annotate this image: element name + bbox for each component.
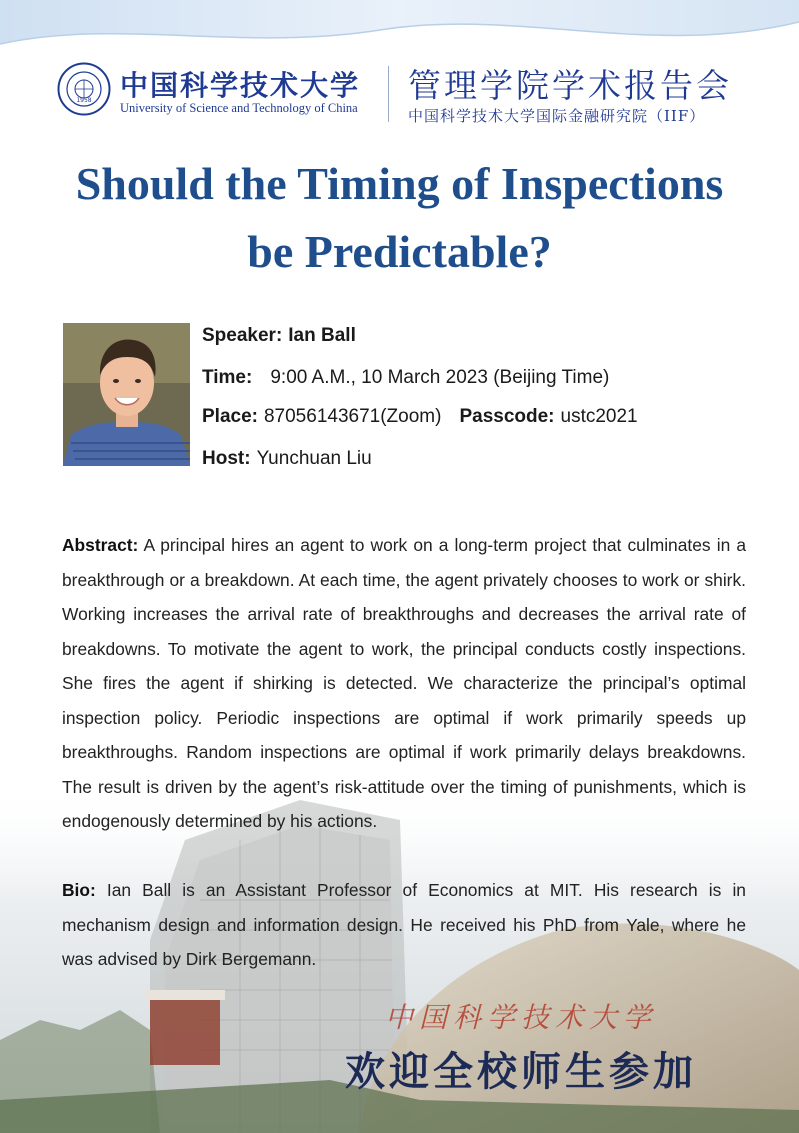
bio-paragraph (62, 873, 746, 977)
abstract-paragraph (62, 528, 746, 839)
rock-inscription: 中国科学技术大学 (385, 1001, 658, 1034)
host-label: Host: (202, 448, 251, 469)
host-line (202, 448, 372, 470)
abstract-label: Abstract: (62, 535, 139, 555)
place-label: Place: (202, 406, 258, 427)
speaker-line (202, 325, 356, 347)
school-subtitle: 中国科学技术大学国际金融研究院（IIF） (408, 107, 706, 125)
time-line (202, 367, 609, 389)
bio-label: Bio: (62, 880, 96, 900)
university-name-cn: 中国科学技术大学 (120, 69, 361, 102)
host-value: Yunchuan Liu (256, 448, 372, 469)
speaker-label: Speaker: (202, 325, 283, 346)
place-line (202, 406, 638, 428)
top-wave-decoration (0, 0, 799, 60)
header-divider (388, 66, 389, 122)
speaker-name: Ian Ball (288, 325, 356, 346)
talk-title (0, 150, 799, 286)
seal-year: 1958 (76, 97, 92, 104)
passcode-value: ustc2021 (560, 406, 638, 427)
bio-text: Ian Ball is an Assistant Professor of Economics at MIT. His research is in mechanism design and information design. He received his PhD from Yale, where he was advised by Dirk Bergemann. (62, 880, 746, 969)
university-name-en: University of Science and Technology of China (120, 101, 358, 115)
welcome-banner: 欢迎全校师生参加 (345, 1048, 697, 1095)
talk-title-line-2: be Predictable? (247, 226, 552, 277)
time-label: Time: (202, 367, 253, 388)
speaker-photo (63, 323, 190, 466)
talk-title-line-1: Should the Timing of Inspections (75, 158, 724, 209)
abstract-text: A principal hires an agent to work on a long-term project that culminates in a breakthrough or a breakdown. At each time, the agent privately chooses to work or shirk. Working increases the arrival rate of breakthroughs and decreases the arrival rate of breakdowns. To motivate the agent to work, the principal conducts costly inspections. She fires the agent if shirking is detected. We characterize the principal’s optimal inspection policy. Periodic inspections are optimal if work primarily speeds up breakthroughs. Random inspections are optimal if work primarily delays breakdowns. The result is driven by the agent’s risk-attitude over the timing of punishments, which is endogenously determined by his actions. (62, 535, 747, 831)
time-value: 9:00 A.M., 10 March 2023 (Beijing Time) (270, 367, 610, 388)
school-title: 管理学院学术报告会 (408, 66, 732, 105)
university-seal-icon (57, 62, 111, 116)
passcode-label: Passcode: (459, 406, 555, 427)
place-value: 87056143671(Zoom) (263, 406, 442, 427)
